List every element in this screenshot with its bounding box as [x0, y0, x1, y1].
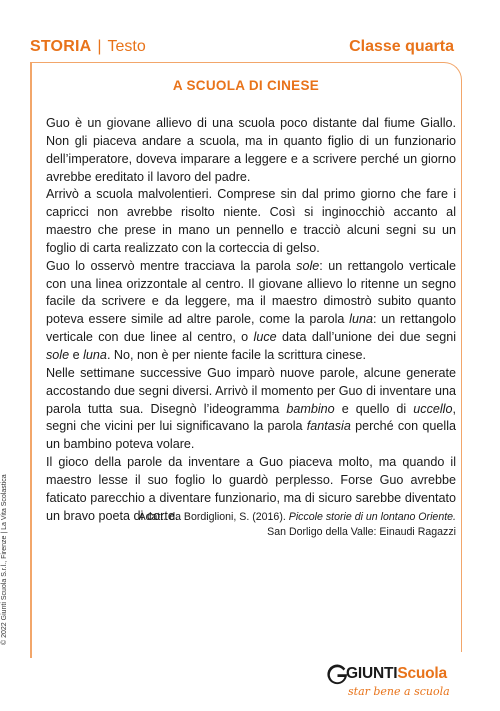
source-publisher: San Dorligo della Valle: Einaudi Ragazzi — [267, 526, 456, 538]
subject-label: STORIA — [30, 38, 92, 55]
story-text: e — [69, 347, 84, 362]
story-text: data dall’unione dei due segni — [276, 330, 457, 345]
story-text: Arrivò a scuola malvolentieri. Comprese sin dal primo giorno che fare i capricci non avrebbe risolto niente. Così si inginocchiò accanto al maestro che prese in mano un pennello e tracciò alcuni segni su un foglio di carta realizzato con la corteccia di gelso. — [46, 187, 456, 255]
story-italic-word: bambino — [286, 401, 335, 416]
logo-wordmark — [346, 665, 447, 683]
grade-label: Classe quarta — [349, 38, 454, 55]
story-paragraph — [46, 115, 456, 186]
story-italic-word: luna — [349, 312, 373, 327]
source-citation — [139, 510, 456, 540]
page-header — [30, 36, 454, 58]
giunti-logo-icon — [326, 664, 348, 686]
header-left — [30, 38, 146, 56]
story-paragraph — [46, 365, 456, 454]
story-text: : un rettangolo verticale con due linee al centro, o — [46, 312, 456, 345]
source-line-1 — [139, 510, 456, 525]
story-italic-word: sole — [296, 258, 320, 273]
story-paragraph — [46, 186, 456, 257]
content-frame-left-border — [30, 62, 32, 658]
story-text: Guo è un giovane allievo di una scuola poco distante dal fiume Giallo. Non gli piaceva andare a scuola, ma in quanto figlio di un funzionario dell’imperatore, doveva imparare a leggere e a scrivere perché un giorno avrebbe ereditato il lavoro del padre. — [46, 116, 456, 184]
giunti-scuola-logo — [326, 664, 456, 704]
story-paragraph — [46, 258, 456, 365]
story-text: : un rettangolo verticale con una linea orizzontale al centro. Il giovane allievo lo ritenne un segno facile da scrivere e da leggere, ma il maestro dimostrò subito quanto poteva essere simile ad altre parole, come la parola — [46, 258, 456, 327]
logo-word-main: GIUNTI — [346, 665, 398, 682]
story-italic-word: fantasia — [306, 419, 351, 434]
header-separator: | — [97, 38, 102, 55]
source-author: Adatt. da Bordiglioni, S. (2016). — [138, 511, 289, 523]
story-text: Il gioco della parole da inventare a Guo piaceva molto, ma quando il maestro lesse il suo foglio lo guardò perplesso. Forse Guo avrebbe faticato parecchio a diventare funzionario, ma di sicuro sarebbe diventato un bravo poeta di corte. — [46, 455, 456, 523]
story-italic-word: sole — [46, 347, 70, 362]
source-book-title: Piccole storie di un lontano Oriente. — [288, 511, 456, 523]
copyright-notice: © 2022 Giunti Scuola S.r.l., Firenze | La Vita Scolastica — [1, 474, 8, 645]
story-text: Guo lo osservò mentre tracciava la parola — [46, 258, 297, 273]
story-italic-word: luna — [83, 347, 107, 362]
story-text: , segni che vicini per lui significavano la parola — [46, 401, 456, 434]
story-text: . No, non è per niente facile la scrittura cinese. — [106, 347, 366, 362]
story-text: e quello di — [334, 401, 414, 416]
story-italic-word: luce — [253, 330, 277, 345]
text-type-label: Testo — [107, 38, 146, 55]
story-text: perché con quella un bambino poteva volare. — [46, 419, 457, 452]
story-title: A SCUOLA DI CINESE — [172, 78, 320, 93]
logo-tagline: star bene a scuola — [348, 685, 450, 698]
story-body — [46, 115, 456, 525]
logo-word-accent: Scuola — [397, 665, 447, 682]
story-italic-word: uccello — [413, 401, 453, 416]
story-text: Nelle settimane successive Guo imparò nuove parole, alcune generate accostando due segni diversi. Arrivò il momento per Guo di inventare una parola tutta sua. Disegnò l’ideogramma — [46, 365, 456, 416]
